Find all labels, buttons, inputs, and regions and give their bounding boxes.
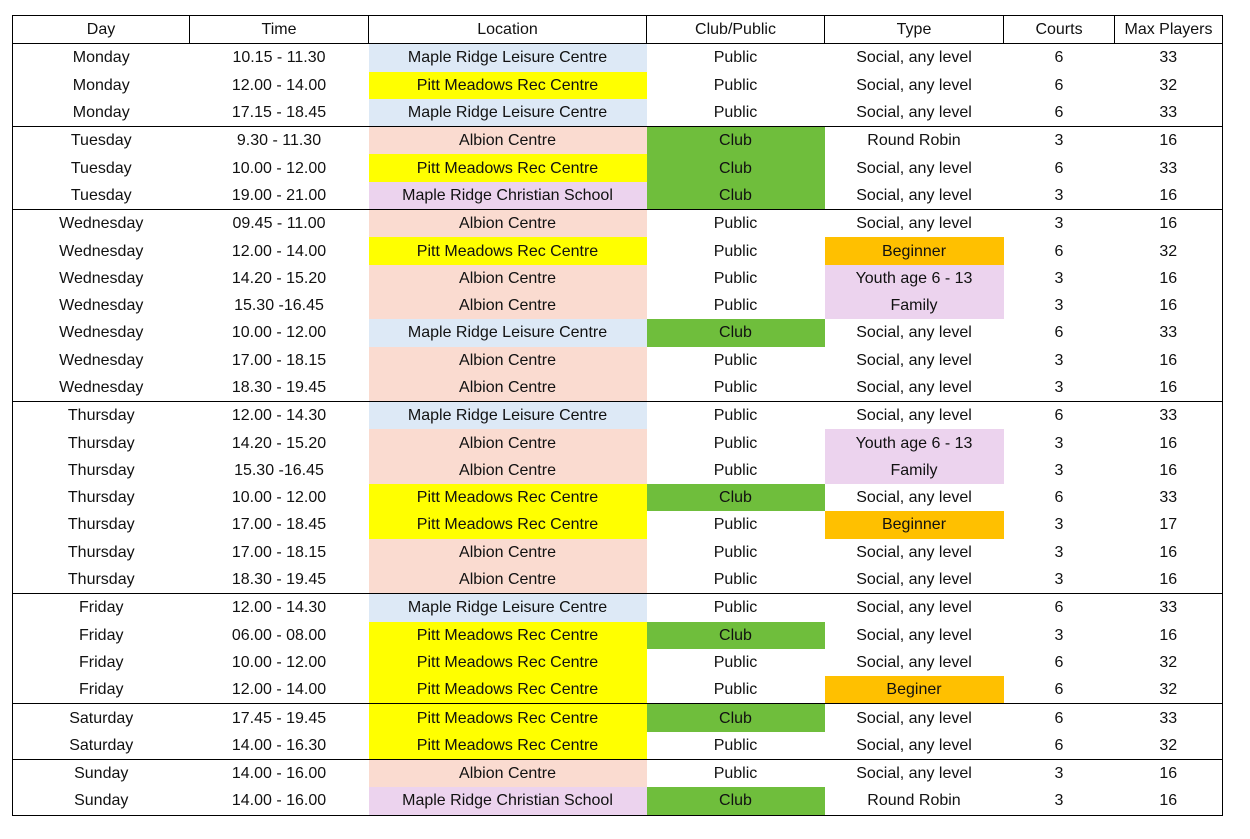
type-cell: Social, any level bbox=[825, 44, 1004, 72]
location-cell: Albion Centre bbox=[369, 292, 647, 319]
time-cell: 14.20 - 15.20 bbox=[231, 269, 327, 287]
max-players-cell: 16 bbox=[1115, 127, 1223, 155]
time-cell: 17.00 - 18.45 bbox=[231, 516, 327, 534]
location-cell: Pitt Meadows Rec Centre bbox=[369, 511, 647, 538]
day-cell: Sunday bbox=[13, 760, 190, 788]
max-players-cell: 16 bbox=[1115, 265, 1223, 292]
location-cell: Albion Centre bbox=[369, 760, 647, 788]
location-cell: Maple Ridge Christian School bbox=[369, 787, 647, 815]
club-public-cell: Public bbox=[713, 351, 758, 369]
club-public-cell: Public bbox=[713, 269, 758, 287]
time-cell: 15.30 -16.45 bbox=[234, 297, 324, 315]
column-header-type: Type bbox=[825, 16, 1004, 44]
table-row bbox=[13, 319, 1223, 346]
type-cell: Round Robin bbox=[825, 127, 1004, 155]
column-header-time: Time bbox=[190, 16, 369, 44]
time-cell: 10.15 - 11.30 bbox=[190, 44, 369, 72]
max-players-cell: 33 bbox=[1115, 154, 1223, 181]
max-players-cell: 16 bbox=[1115, 210, 1223, 238]
max-players-cell: 32 bbox=[1115, 237, 1223, 264]
time-cell: 12.00 - 14.00 bbox=[231, 681, 327, 699]
time-cell: 17.00 - 18.15 bbox=[231, 543, 327, 561]
time-cell: 9.30 - 11.30 bbox=[190, 127, 369, 155]
table-row bbox=[13, 182, 1223, 210]
type-cell: Social, any level bbox=[856, 543, 972, 561]
courts-cell: 6 bbox=[1054, 242, 1064, 260]
location-cell: Pitt Meadows Rec Centre bbox=[369, 154, 647, 181]
max-players-cell: 16 bbox=[1115, 182, 1223, 210]
time-cell: 12.00 - 14.30 bbox=[190, 594, 369, 622]
time-cell: 14.00 - 16.00 bbox=[190, 787, 369, 815]
day-cell: Tuesday bbox=[13, 154, 190, 181]
day-cell: Monday bbox=[13, 99, 190, 127]
time-cell: 10.00 - 12.00 bbox=[231, 159, 327, 177]
table-row bbox=[13, 787, 1223, 815]
day-cell: Wednesday bbox=[13, 292, 190, 319]
max-players-cell: 16 bbox=[1115, 347, 1223, 374]
club-public-cell: Public bbox=[647, 402, 825, 430]
day-cell: Thursday bbox=[13, 566, 190, 594]
courts-cell: 6 bbox=[1054, 159, 1064, 177]
courts-cell: 3 bbox=[1054, 379, 1064, 396]
day-cell: Monday bbox=[13, 72, 190, 99]
max-players-cell: 32 bbox=[1115, 732, 1223, 760]
column-header-courts: Courts bbox=[1004, 16, 1115, 44]
max-players-cell: 33 bbox=[1115, 484, 1223, 511]
type-cell: Social, any level bbox=[856, 76, 972, 94]
courts-cell: 6 bbox=[1054, 104, 1064, 122]
type-cell: Social, any level bbox=[856, 159, 972, 177]
table-row bbox=[13, 72, 1223, 99]
type-cell: Social, any level bbox=[825, 760, 1004, 788]
courts-cell: 3 bbox=[1054, 461, 1064, 479]
table-row bbox=[13, 594, 1223, 622]
max-players-cell: 32 bbox=[1115, 676, 1223, 704]
type-cell: Family bbox=[825, 292, 1004, 319]
table-row bbox=[13, 127, 1223, 155]
table-row bbox=[13, 676, 1223, 704]
club-public-cell: Public bbox=[713, 736, 758, 754]
club-public-cell: Public bbox=[713, 571, 758, 589]
type-cell: Youth age 6 - 13 bbox=[825, 265, 1004, 292]
location-cell: Maple Ridge Christian School bbox=[369, 182, 647, 210]
max-players-cell: 32 bbox=[1115, 72, 1223, 99]
courts-cell: 6 bbox=[1004, 44, 1115, 72]
location-cell: Maple Ridge Leisure Centre bbox=[369, 402, 647, 430]
type-cell: Social, any level bbox=[825, 402, 1004, 430]
column-header-max-players: Max Players bbox=[1115, 16, 1223, 44]
time-cell: 10.00 - 12.00 bbox=[231, 489, 327, 507]
type-cell: Social, any level bbox=[856, 379, 972, 396]
time-cell: 17.45 - 19.45 bbox=[190, 704, 369, 732]
club-public-cell: Club bbox=[647, 182, 825, 210]
courts-cell: 3 bbox=[1004, 787, 1115, 815]
courts-cell: 6 bbox=[1004, 402, 1115, 430]
type-cell: Beginner bbox=[825, 511, 1004, 538]
courts-cell: 3 bbox=[1004, 127, 1115, 155]
table-row bbox=[13, 99, 1223, 127]
club-public-cell: Public bbox=[713, 76, 758, 94]
club-public-cell: Club bbox=[647, 622, 825, 649]
location-cell: Albion Centre bbox=[369, 347, 647, 374]
day-cell: Friday bbox=[13, 622, 190, 649]
location-cell: Albion Centre bbox=[369, 539, 647, 566]
day-cell: Wednesday bbox=[13, 237, 190, 264]
max-players-cell: 16 bbox=[1115, 787, 1223, 815]
schedule-table bbox=[12, 15, 1223, 816]
type-cell: Social, any level bbox=[825, 704, 1004, 732]
max-players-cell: 33 bbox=[1115, 99, 1223, 127]
type-cell: Social, any level bbox=[825, 594, 1004, 622]
location-cell: Albion Centre bbox=[369, 566, 647, 594]
table-row bbox=[13, 760, 1223, 788]
type-cell: Beginer bbox=[825, 676, 1004, 704]
courts-cell: 3 bbox=[1054, 351, 1064, 369]
max-players-cell: 33 bbox=[1115, 319, 1223, 346]
location-cell: Maple Ridge Leisure Centre bbox=[369, 319, 647, 346]
club-public-cell: Public bbox=[713, 297, 758, 315]
club-public-cell: Public bbox=[713, 104, 758, 122]
max-players-cell: 16 bbox=[1115, 539, 1223, 566]
day-cell: Saturday bbox=[13, 704, 190, 732]
type-cell: Social, any level bbox=[856, 626, 972, 644]
type-cell: Social, any level bbox=[856, 186, 972, 204]
type-cell: Social, any level bbox=[856, 489, 972, 507]
column-header-club-public: Club/Public bbox=[647, 16, 825, 44]
table-row bbox=[13, 237, 1223, 264]
club-public-cell: Public bbox=[647, 210, 825, 238]
type-cell: Round Robin bbox=[825, 787, 1004, 815]
day-cell: Wednesday bbox=[13, 319, 190, 346]
column-header-day: Day bbox=[13, 16, 190, 44]
table-row bbox=[13, 539, 1223, 566]
max-players-cell: 33 bbox=[1115, 44, 1223, 72]
table-row bbox=[13, 511, 1223, 538]
location-cell: Albion Centre bbox=[369, 457, 647, 484]
time-cell: 10.00 - 12.00 bbox=[231, 653, 327, 671]
courts-cell: 6 bbox=[1054, 681, 1064, 699]
location-cell: Pitt Meadows Rec Centre bbox=[369, 732, 647, 760]
club-public-cell: Public bbox=[713, 434, 758, 452]
club-public-cell: Public bbox=[713, 379, 758, 396]
day-cell: Thursday bbox=[13, 429, 190, 456]
courts-cell: 6 bbox=[1004, 704, 1115, 732]
day-cell: Tuesday bbox=[13, 182, 190, 210]
location-cell: Pitt Meadows Rec Centre bbox=[369, 649, 647, 676]
table-row bbox=[13, 622, 1223, 649]
club-public-cell: Public bbox=[713, 653, 758, 671]
table-row bbox=[13, 649, 1223, 676]
table-row bbox=[13, 429, 1223, 456]
location-cell: Albion Centre bbox=[369, 429, 647, 456]
time-cell: 12.00 - 14.00 bbox=[231, 76, 327, 94]
time-cell: 15.30 -16.45 bbox=[234, 461, 324, 479]
location-cell: Pitt Meadows Rec Centre bbox=[369, 237, 647, 264]
table-row bbox=[13, 732, 1223, 760]
max-players-cell: 33 bbox=[1115, 594, 1223, 622]
schedule-rows bbox=[13, 44, 1223, 815]
club-public-cell: Club bbox=[647, 704, 825, 732]
club-public-cell: Public bbox=[713, 681, 758, 699]
time-cell: 18.30 - 19.45 bbox=[231, 379, 327, 396]
type-cell: Social, any level bbox=[856, 571, 972, 589]
table-row bbox=[13, 44, 1223, 72]
table-row bbox=[13, 210, 1223, 238]
day-cell: Thursday bbox=[13, 484, 190, 511]
time-cell: 09.45 - 11.00 bbox=[190, 210, 369, 238]
location-cell: Pitt Meadows Rec Centre bbox=[369, 72, 647, 99]
courts-cell: 6 bbox=[1054, 653, 1064, 671]
club-public-cell: Public bbox=[713, 461, 758, 479]
table-row bbox=[13, 457, 1223, 484]
type-cell: Social, any level bbox=[856, 324, 972, 342]
courts-cell: 3 bbox=[1054, 434, 1064, 452]
location-cell: Pitt Meadows Rec Centre bbox=[369, 622, 647, 649]
time-cell: 17.15 - 18.45 bbox=[231, 104, 327, 122]
location-cell: Pitt Meadows Rec Centre bbox=[369, 704, 647, 732]
courts-cell: 6 bbox=[1054, 736, 1064, 754]
time-cell: 10.00 - 12.00 bbox=[231, 324, 327, 342]
time-cell: 14.00 - 16.30 bbox=[231, 736, 327, 754]
day-cell: Thursday bbox=[13, 457, 190, 484]
table-row bbox=[13, 292, 1223, 319]
type-cell: Social, any level bbox=[856, 736, 972, 754]
max-players-cell: 16 bbox=[1115, 622, 1223, 649]
day-cell: Wednesday bbox=[13, 374, 190, 402]
location-cell: Pitt Meadows Rec Centre bbox=[369, 484, 647, 511]
time-cell: 12.00 - 14.30 bbox=[190, 402, 369, 430]
header-row bbox=[13, 16, 1223, 44]
location-cell: Maple Ridge Leisure Centre bbox=[369, 99, 647, 127]
max-players-cell: 17 bbox=[1115, 511, 1223, 538]
day-cell: Wednesday bbox=[13, 265, 190, 292]
courts-cell: 6 bbox=[1054, 324, 1064, 342]
max-players-cell: 32 bbox=[1115, 649, 1223, 676]
table-row bbox=[13, 265, 1223, 292]
table-row bbox=[13, 566, 1223, 594]
time-cell: 14.20 - 15.20 bbox=[231, 434, 327, 452]
club-public-cell: Public bbox=[647, 760, 825, 788]
courts-cell: 3 bbox=[1054, 269, 1064, 287]
club-public-cell: Club bbox=[647, 154, 825, 181]
column-header-location: Location bbox=[369, 16, 647, 44]
table-row bbox=[13, 347, 1223, 374]
club-public-cell: Public bbox=[647, 594, 825, 622]
club-public-cell: Club bbox=[647, 127, 825, 155]
day-cell: Friday bbox=[13, 649, 190, 676]
day-cell: Wednesday bbox=[13, 347, 190, 374]
table-row bbox=[13, 402, 1223, 430]
location-cell: Pitt Meadows Rec Centre bbox=[369, 676, 647, 704]
courts-cell: 3 bbox=[1054, 297, 1064, 315]
location-cell: Albion Centre bbox=[369, 265, 647, 292]
courts-cell: 3 bbox=[1004, 210, 1115, 238]
day-cell: Sunday bbox=[13, 787, 190, 815]
table-row bbox=[13, 374, 1223, 402]
type-cell: Beginner bbox=[825, 237, 1004, 264]
day-cell: Friday bbox=[13, 594, 190, 622]
max-players-cell: 16 bbox=[1115, 760, 1223, 788]
courts-cell: 3 bbox=[1054, 626, 1064, 644]
max-players-cell: 16 bbox=[1115, 429, 1223, 456]
max-players-cell: 33 bbox=[1115, 402, 1223, 430]
club-public-cell: Club bbox=[647, 787, 825, 815]
time-cell: 14.00 - 16.00 bbox=[190, 760, 369, 788]
table-row bbox=[13, 704, 1223, 732]
max-players-cell: 16 bbox=[1115, 292, 1223, 319]
day-cell: Friday bbox=[13, 676, 190, 704]
location-cell: Maple Ridge Leisure Centre bbox=[369, 594, 647, 622]
club-public-cell: Club bbox=[647, 484, 825, 511]
courts-cell: 3 bbox=[1054, 571, 1064, 589]
max-players-cell: 33 bbox=[1115, 704, 1223, 732]
club-public-cell: Public bbox=[713, 516, 758, 534]
courts-cell: 6 bbox=[1054, 489, 1064, 507]
day-cell: Tuesday bbox=[13, 127, 190, 155]
type-cell: Family bbox=[825, 457, 1004, 484]
type-cell: Social, any level bbox=[856, 351, 972, 369]
location-cell: Maple Ridge Leisure Centre bbox=[369, 44, 647, 72]
time-cell: 06.00 - 08.00 bbox=[231, 626, 327, 644]
courts-cell: 6 bbox=[1004, 594, 1115, 622]
type-cell: Social, any level bbox=[856, 653, 972, 671]
day-cell: Thursday bbox=[13, 402, 190, 430]
time-cell: 18.30 - 19.45 bbox=[231, 571, 327, 589]
max-players-cell: 16 bbox=[1115, 566, 1223, 594]
time-cell: 19.00 - 21.00 bbox=[231, 186, 327, 204]
type-cell: Social, any level bbox=[825, 210, 1004, 238]
club-public-cell: Public bbox=[713, 543, 758, 561]
time-cell: 12.00 - 14.00 bbox=[231, 242, 327, 260]
courts-cell: 6 bbox=[1054, 76, 1064, 94]
courts-cell: 3 bbox=[1054, 516, 1064, 534]
day-cell: Monday bbox=[13, 44, 190, 72]
day-cell: Thursday bbox=[13, 511, 190, 538]
day-cell: Saturday bbox=[13, 732, 190, 760]
max-players-cell: 16 bbox=[1115, 457, 1223, 484]
location-cell: Albion Centre bbox=[369, 374, 647, 402]
max-players-cell: 16 bbox=[1115, 374, 1223, 402]
time-cell: 17.00 - 18.15 bbox=[231, 351, 327, 369]
type-cell: Youth age 6 - 13 bbox=[825, 429, 1004, 456]
courts-cell: 3 bbox=[1054, 186, 1064, 204]
table-row bbox=[13, 484, 1223, 511]
club-public-cell: Public bbox=[647, 44, 825, 72]
courts-cell: 3 bbox=[1054, 543, 1064, 561]
courts-cell: 3 bbox=[1004, 760, 1115, 788]
type-cell: Social, any level bbox=[856, 104, 972, 122]
location-cell: Albion Centre bbox=[369, 127, 647, 155]
location-cell: Albion Centre bbox=[369, 210, 647, 238]
club-public-cell: Public bbox=[713, 242, 758, 260]
table-row bbox=[13, 154, 1223, 181]
club-public-cell: Club bbox=[647, 319, 825, 346]
day-cell: Wednesday bbox=[13, 210, 190, 238]
day-cell: Thursday bbox=[13, 539, 190, 566]
